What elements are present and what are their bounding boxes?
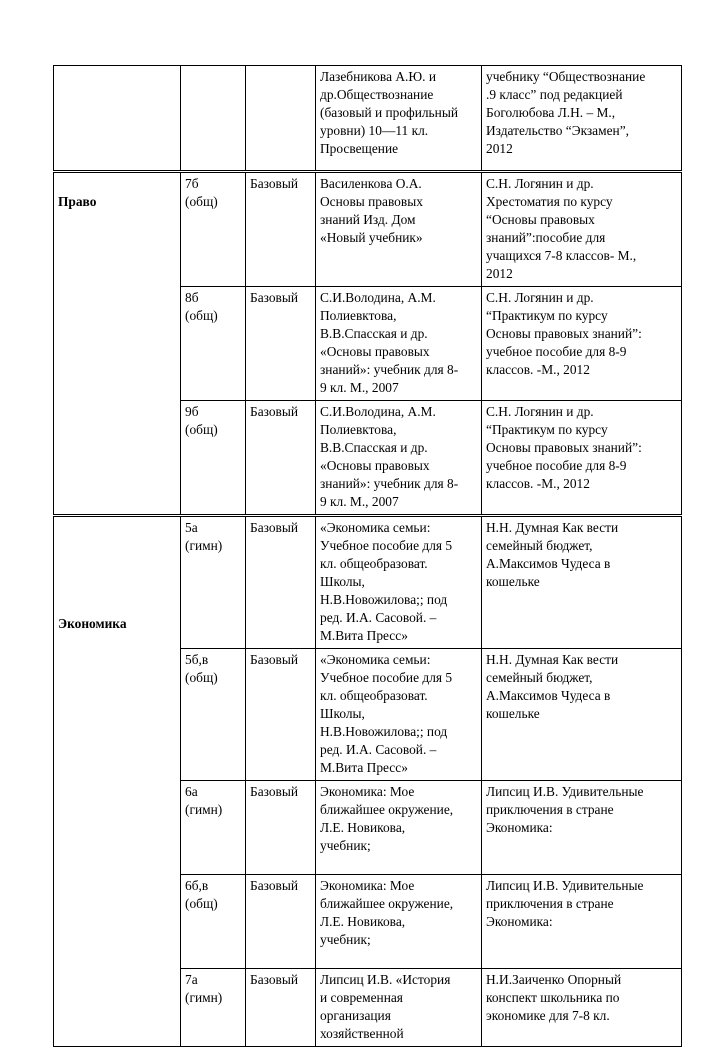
grade-cell: 6б,в (общ) [181,875,246,969]
textbook-cell: С.И.Володина, А.М. Полиевктова, В.В.Спасская и др. «Основы правовых знаний»: учебник для 8- 9 кл. М., 2007 [316,287,482,401]
level-cell: Базовый [246,401,316,516]
aids-cell: С.Н. Логянин и др. Хрестоматия по курсу “Основы правовых знаний”:пособие для учащихся 7-8 классов- М., 2012 [482,172,682,287]
aids-cell: Н.Н. Думная Как вести семейный бюджет, А.Максимов Чудеса в кошельке [482,516,682,649]
grade-cell: 8б (общ) [181,287,246,401]
subject-cell-ekonomika: Экономика [54,516,181,1047]
grade-cell: 6а (гимн) [181,781,246,875]
grade-cell [181,66,246,172]
textbook-cell: Василенкова О.А. Основы правовых знаний Изд. Дом «Новый учебник» [316,172,482,287]
subject-cell [54,66,181,172]
level-cell: Базовый [246,781,316,875]
curriculum-table [53,65,682,1047]
textbook-cell: С.И.Володина, А.М. Полиевктова, В.В.Спасская и др. «Основы правовых знаний»: учебник для 8- 9 кл. М., 2007 [316,401,482,516]
subject-cell-pravo: Право [54,172,181,516]
aids-cell: С.Н. Логянин и др. “Практикум по курсу Основы правовых знаний”: учебное пособие для 8-9 классов. -М., 2012 [482,287,682,401]
level-cell: Базовый [246,969,316,1047]
textbook-cell: «Экономика семьи: Учебное пособие для 5 кл. общеобразоват. Школы, Н.В.Новожилова;; под ред. И.А. Сасовой. – М.Вита Пресс» [316,649,482,781]
table-row [54,66,682,172]
grade-cell: 7б (общ) [181,172,246,287]
table-row [54,516,682,649]
textbook-cell: Липсиц И.В. «История и современная организация хозяйственной [316,969,482,1047]
level-cell [246,66,316,172]
textbook-cell: Лазебникова А.Ю. и др.Обществознание (базовый и профильный уровни) 10—11 кл. Просвещение [316,66,482,172]
textbook-cell: Экономика: Мое ближайшее окружение, Л.Е. Новикова, учебник; [316,875,482,969]
table-row [54,172,682,287]
aids-cell: учебнику “Обществознание .9 класс” под редакцией Боголюбова Л.Н. – М., Издательство “Экзамен”, 2012 [482,66,682,172]
level-cell: Базовый [246,875,316,969]
textbook-cell: «Экономика семьи: Учебное пособие для 5 кл. общеобразоват. Школы, Н.В.Новожилова;; под ред. И.А. Сасовой. – М.Вита Пресс» [316,516,482,649]
level-cell: Базовый [246,172,316,287]
level-cell: Базовый [246,649,316,781]
aids-cell: Н.Н. Думная Как вести семейный бюджет, А.Максимов Чудеса в кошельке [482,649,682,781]
aids-cell: Н.И.Заиченко Опорный конспект школьника по экономике для 7-8 кл. [482,969,682,1047]
level-cell: Базовый [246,287,316,401]
textbook-cell: Экономика: Мое ближайшее окружение, Л.Е. Новикова, учебник; [316,781,482,875]
level-cell: Базовый [246,516,316,649]
grade-cell: 5б,в (общ) [181,649,246,781]
grade-cell: 5а (гимн) [181,516,246,649]
grade-cell: 9б (общ) [181,401,246,516]
aids-cell: Липсиц И.В. Удивительные приключения в стране Экономика: [482,875,682,969]
aids-cell: Липсиц И.В. Удивительные приключения в стране Экономика: [482,781,682,875]
aids-cell: С.Н. Логянин и др. “Практикум по курсу Основы правовых знаний”: учебное пособие для 8-9 классов. -М., 2012 [482,401,682,516]
grade-cell: 7а (гимн) [181,969,246,1047]
